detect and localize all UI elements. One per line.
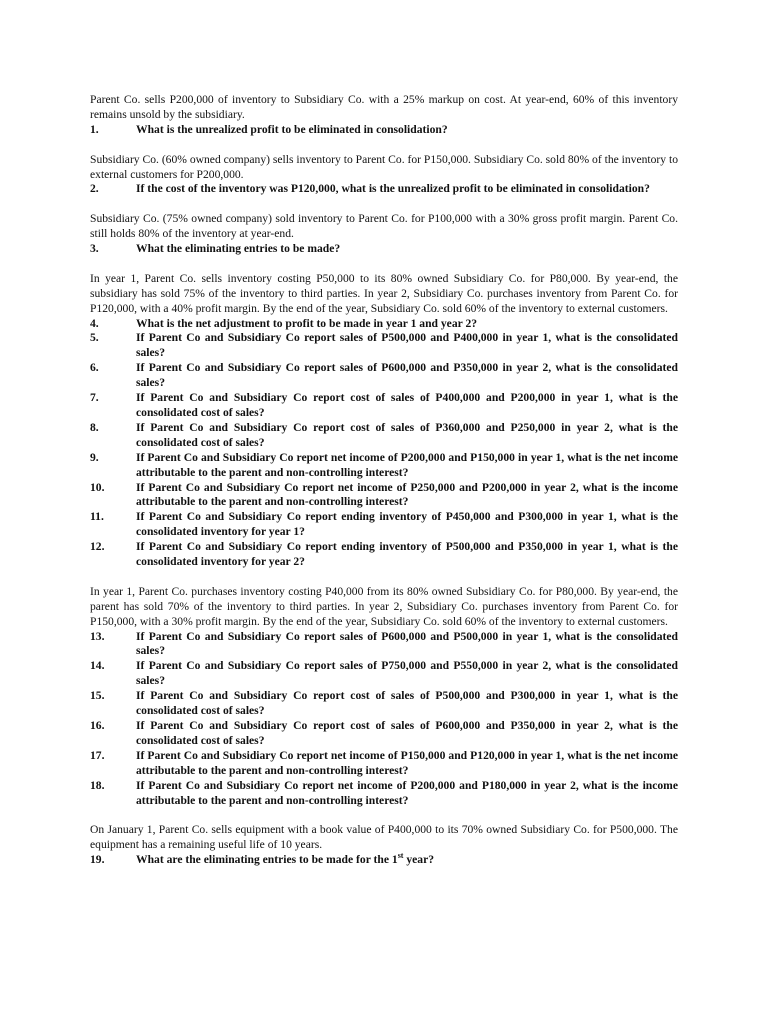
question-item <box>90 123 678 138</box>
question-item <box>90 510 678 540</box>
question-text: If the cost of the inventory was P120,000, what is the unrealized profit to be eliminated in consolidation? <box>136 182 650 196</box>
question-number: 4. <box>90 316 99 330</box>
question-item <box>90 630 678 660</box>
question-text: If Parent Co and Subsidiary Co report ending inventory of P450,000 and P300,000 in year 1, what is the consolidated inventory for year 1? <box>136 510 678 539</box>
problem-block-6 <box>90 823 678 868</box>
problem-paragraph: On January 1, Parent Co. sells equipment with a book value of P400,000 to its 70% owned Subsidiary Co. for P500,000. The equipment has a remaining useful life of 10 years. <box>90 823 678 852</box>
question-item <box>90 779 678 809</box>
question-number: 8. <box>90 420 99 434</box>
question-number: 18. <box>90 778 105 792</box>
question-text <box>136 853 678 868</box>
question-number: 12. <box>90 540 105 554</box>
question-text: If Parent Co and Subsidiary Co report net income of P250,000 and P200,000 in year 2, what is the income attributable to the parent and non-controlling interest? <box>136 480 678 509</box>
question-text: If Parent Co and Subsidiary Co report ending inventory of P500,000 and P350,000 in year 1, what is the consolidated inventory for year 2? <box>136 540 678 569</box>
question-item <box>90 689 678 719</box>
problem-paragraph: Subsidiary Co. (75% owned company) sold inventory to Parent Co. for P100,000 with a 30% gross profit margin. Parent Co. still holds 80% of the inventory at year-end. <box>90 212 678 241</box>
problem-block-4 <box>90 272 678 570</box>
problem-block-3 <box>90 212 678 257</box>
problem-paragraph: Parent Co. sells P200,000 of inventory to Subsidiary Co. with a 25% markup on cost. At year-end, 60% of this inventory remains unsold by the subsidiary. <box>90 93 678 121</box>
problem-block-2 <box>90 153 678 198</box>
question-number: 16. <box>90 719 105 732</box>
question-number: 3. <box>90 242 99 256</box>
question-item <box>90 659 678 689</box>
question-number: 14. <box>90 659 105 673</box>
question-item <box>90 391 678 421</box>
question-number: 5. <box>90 331 99 345</box>
problem-paragraph: Subsidiary Co. (60% owned company) sells inventory to Parent Co. for P150,000. Subsidiary Co. sold 80% of the inventory to external customers for P200,000. <box>90 152 679 181</box>
question-number: 7. <box>90 391 99 405</box>
question-text: If Parent Co and Subsidiary Co report sales of P600,000 and P350,000 in year 2, what is the consolidated sales? <box>136 361 678 390</box>
question-text: If Parent Co and Subsidiary Co report sales of P500,000 and P400,000 in year 1, what is the consolidated sales? <box>136 331 678 360</box>
problem-block-5 <box>90 585 678 809</box>
question-text: If Parent Co and Subsidiary Co report cost of sales of P500,000 and P300,000 in year 1, what is the consolidated cost of sales? <box>136 689 678 718</box>
question-text: If Parent Co and Subsidiary Co report cost of sales of P360,000 and P250,000 in year 2, what is the consolidated cost of sales? <box>136 420 678 449</box>
question-number: 17. <box>90 748 105 762</box>
question-item <box>90 749 678 779</box>
question-text: If Parent Co and Subsidiary Co report sales of P750,000 and P550,000 in year 2, what is the consolidated sales? <box>136 659 678 688</box>
ordinal-suffix: st <box>397 851 404 861</box>
problem-block-1 <box>90 93 678 138</box>
question-item <box>90 540 678 570</box>
question-number: 15. <box>90 689 105 703</box>
problem-paragraph: In year 1, Parent Co. purchases inventory costing P40,000 from its 80% owned Subsidiary Co. for P80,000. By year-end, the parent has sold 70% of the inventory to third parties. In year 2, Subsidiary Co. purchases inventory from Parent Co. for P150,000, with a 30% profit margin. By the end of the year, Subsidiary Co. sold 60% of the inventory to external customers. <box>90 584 678 628</box>
question-number: 1. <box>90 122 99 136</box>
question-item <box>90 421 678 451</box>
question-item <box>90 182 678 197</box>
question-text: If Parent Co and Subsidiary Co report sales of P600,000 and P500,000 in year 1, what is the consolidated sales? <box>136 629 678 658</box>
question-item <box>90 242 678 257</box>
question-number: 11. <box>90 510 104 524</box>
question-item <box>90 481 678 511</box>
question-text: What is the net adjustment to profit to be made in year 1 and year 2? <box>136 316 478 330</box>
question-text: What is the unrealized profit to be eliminated in consolidation? <box>136 122 448 136</box>
question-number: 19. <box>90 853 105 867</box>
document-page <box>90 93 678 883</box>
question-text: If Parent Co and Subsidiary Co report cost of sales of P600,000 and P350,000 in year 2, what is the consolidated cost of sales? <box>136 719 678 747</box>
problem-paragraph: In year 1, Parent Co. sells inventory costing P50,000 to its 80% owned Subsidiary Co. for P80,000. By year-end, the subsidiary has sold 75% of the inventory to third parties. In year 2, Subsidiary Co. purchases inventory from Parent Co. for P120,000, with a 40% profit margin. By the end of the year, Subsidiary Co. sold 60% of the inventory to external customers. <box>90 271 678 315</box>
question-text: If Parent Co and Subsidiary Co report net income of P200,000 and P150,000 in year 1, what is the net income attributable to the parent and non-controlling interest? <box>136 450 678 479</box>
question-item <box>90 451 678 481</box>
question-number: 10. <box>90 480 105 494</box>
question-item <box>90 317 678 332</box>
question-text: If Parent Co and Subsidiary Co report cost of sales of P400,000 and P200,000 in year 1, what is the consolidated cost of sales? <box>136 391 678 419</box>
question-text-start: What are the eliminating entries to be made for the 1 <box>136 853 398 867</box>
question-item <box>90 719 678 749</box>
question-item <box>90 361 678 391</box>
question-number: 9. <box>90 450 99 464</box>
question-text: What the eliminating entries to be made? <box>136 242 341 256</box>
question-item <box>90 331 678 361</box>
question-number: 2. <box>90 182 99 196</box>
question-number: 13. <box>90 629 105 643</box>
question-text-end: year? <box>403 853 435 867</box>
question-text: If Parent Co and Subsidiary Co report net income of P200,000 and P180,000 in year 2, what is the income attributable to the parent and non-controlling interest? <box>136 778 678 807</box>
question-item <box>90 853 678 868</box>
question-number: 6. <box>90 361 99 375</box>
question-text: If Parent Co and Subsidiary Co report net income of P150,000 and P120,000 in year 1, what is the net income attributable to the parent and non-controlling interest? <box>136 748 678 777</box>
